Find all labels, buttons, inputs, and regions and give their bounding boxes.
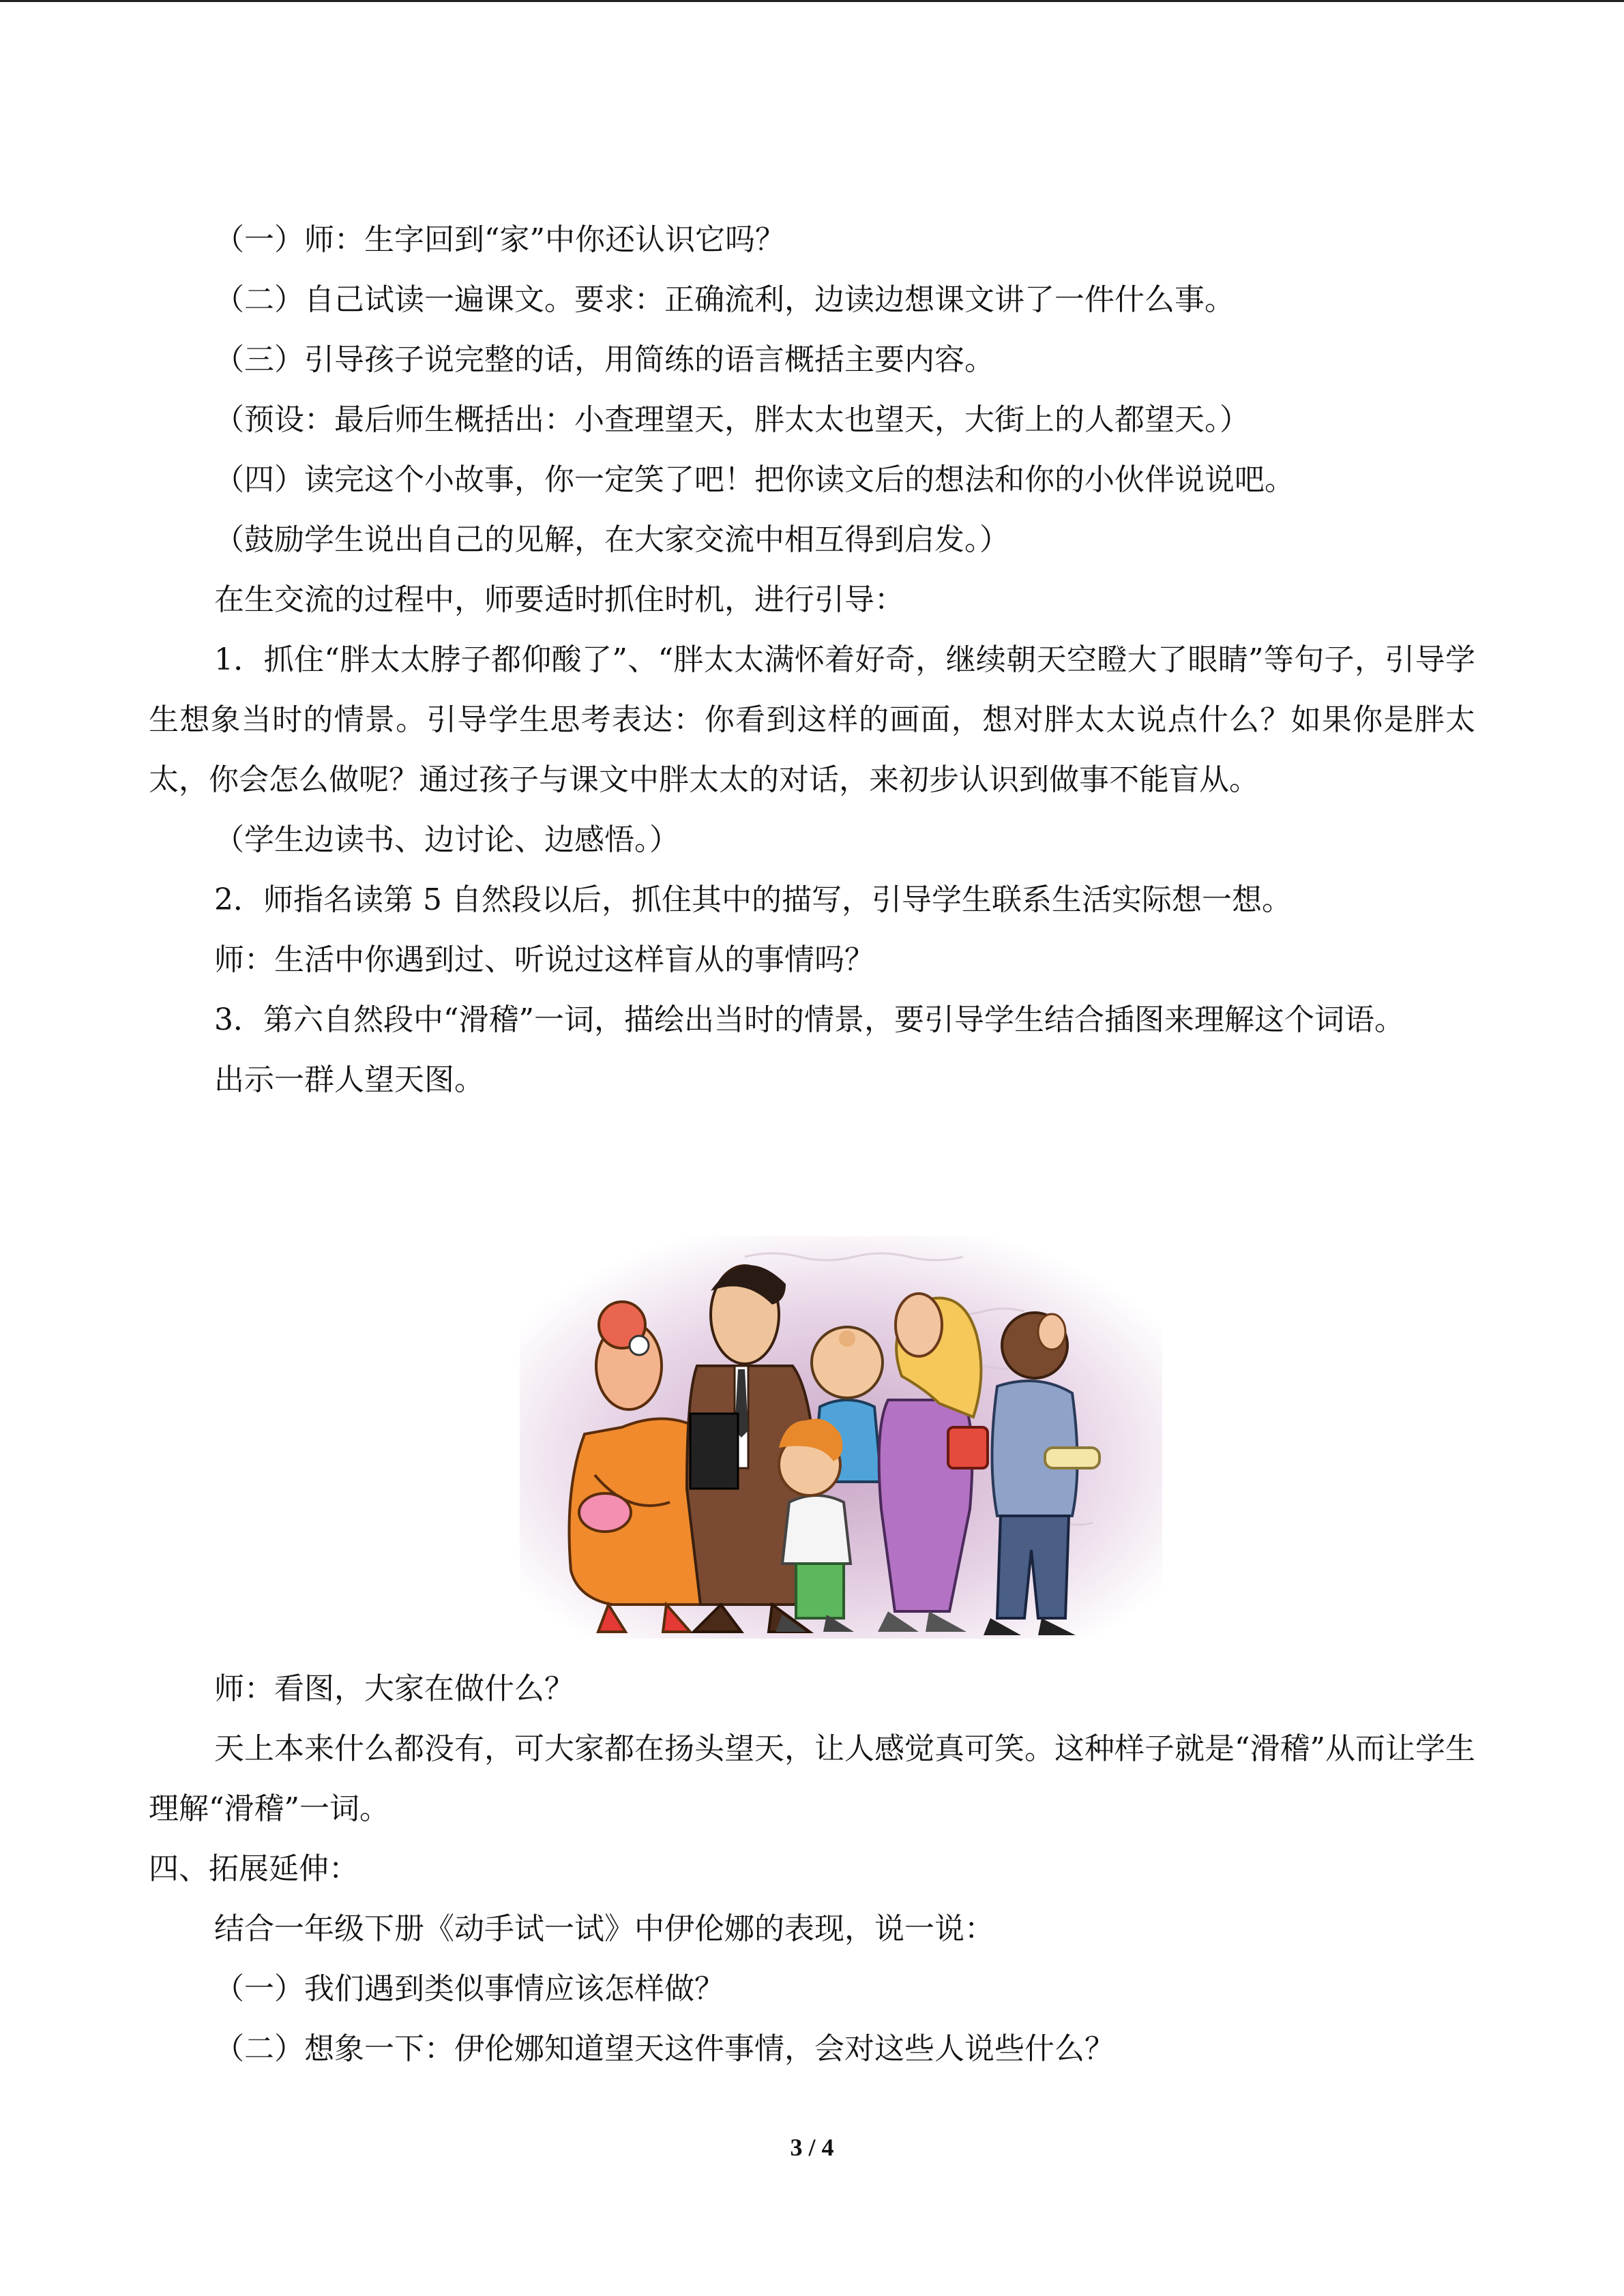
page-number: 3 / 4 bbox=[790, 2134, 834, 2161]
paragraph: （二）自己试读一遍课文。要求：正确流利，边读边想课文讲了一件什么事。 bbox=[214, 282, 1235, 317]
paragraph: 师：看图，大家在做什么？ bbox=[214, 1671, 574, 1706]
paragraph: （一）我们遇到类似事情应该怎样做？ bbox=[214, 1971, 724, 2006]
paragraph: 师：生活中你遇到过、听说过这样盲从的事情吗？ bbox=[214, 942, 874, 977]
paragraph: 天上本来什么都没有，可大家都在扬头望天，让人感觉真可笑。这种样子就是“滑稽”从而让学生理解“滑稽”一词。 bbox=[149, 1731, 1476, 1826]
paragraph: 1．抓住“胖太太脖子都仰酸了”、“胖太太满怀着好奇，继续朝天空瞪大了眼睛”等句子，引导学生想象当时的情景。引导学生思考表达：你看到这样的画面，想对胖太太说点什么？如果你是胖太太，你会怎么做呢？通过孩子与课文中胖太太的对话，来初步认识到做事不能盲从。 bbox=[149, 642, 1475, 797]
paragraph: 结合一年级下册《动手试一试》中伊伦娜的表现，说一说： bbox=[214, 1911, 994, 1946]
paragraph: （四）读完这个小故事，你一定笑了吧！把你读文后的想法和你的小伙伴说说吧。 bbox=[214, 462, 1295, 497]
paragraph: （预设：最后师生概括出：小查理望天，胖太太也望天，大街上的人都望天。） bbox=[214, 402, 1250, 437]
paragraph: （学生边读书、边讨论、边感悟。） bbox=[214, 822, 679, 857]
paragraph: 3．第六自然段中“滑稽”一词，描绘出当时的情景，要引导学生结合插图来理解这个词语。 bbox=[214, 1002, 1404, 1037]
text-block-bottom bbox=[149, 1659, 1475, 2079]
paragraph: 出示一群人望天图。 bbox=[214, 1062, 484, 1097]
paragraph: （一）师：生字回到“家”中你还认识它吗？ bbox=[214, 222, 785, 257]
paragraph: （二）想象一下：伊伦娜知道望天这件事情，会对这些人说些什么？ bbox=[214, 2031, 1114, 2066]
text-block-top bbox=[149, 210, 1475, 1110]
paragraph: （三）引导孩子说完整的话，用简练的语言概括主要内容。 bbox=[214, 342, 994, 377]
section-heading: 四、拓展延伸： bbox=[149, 1851, 359, 1886]
paragraph: 2．师指名读第 5 自然段以后，抓住其中的描写，引导学生联系生活实际想一想。 bbox=[214, 882, 1292, 917]
paragraph: （鼓励学生说出自己的见解，在大家交流中相互得到启发。） bbox=[214, 522, 1009, 557]
people-looking-up-illustration bbox=[520, 1236, 1162, 1639]
paragraph: 在生交流的过程中，师要适时抓住时机，进行引导： bbox=[214, 582, 904, 617]
